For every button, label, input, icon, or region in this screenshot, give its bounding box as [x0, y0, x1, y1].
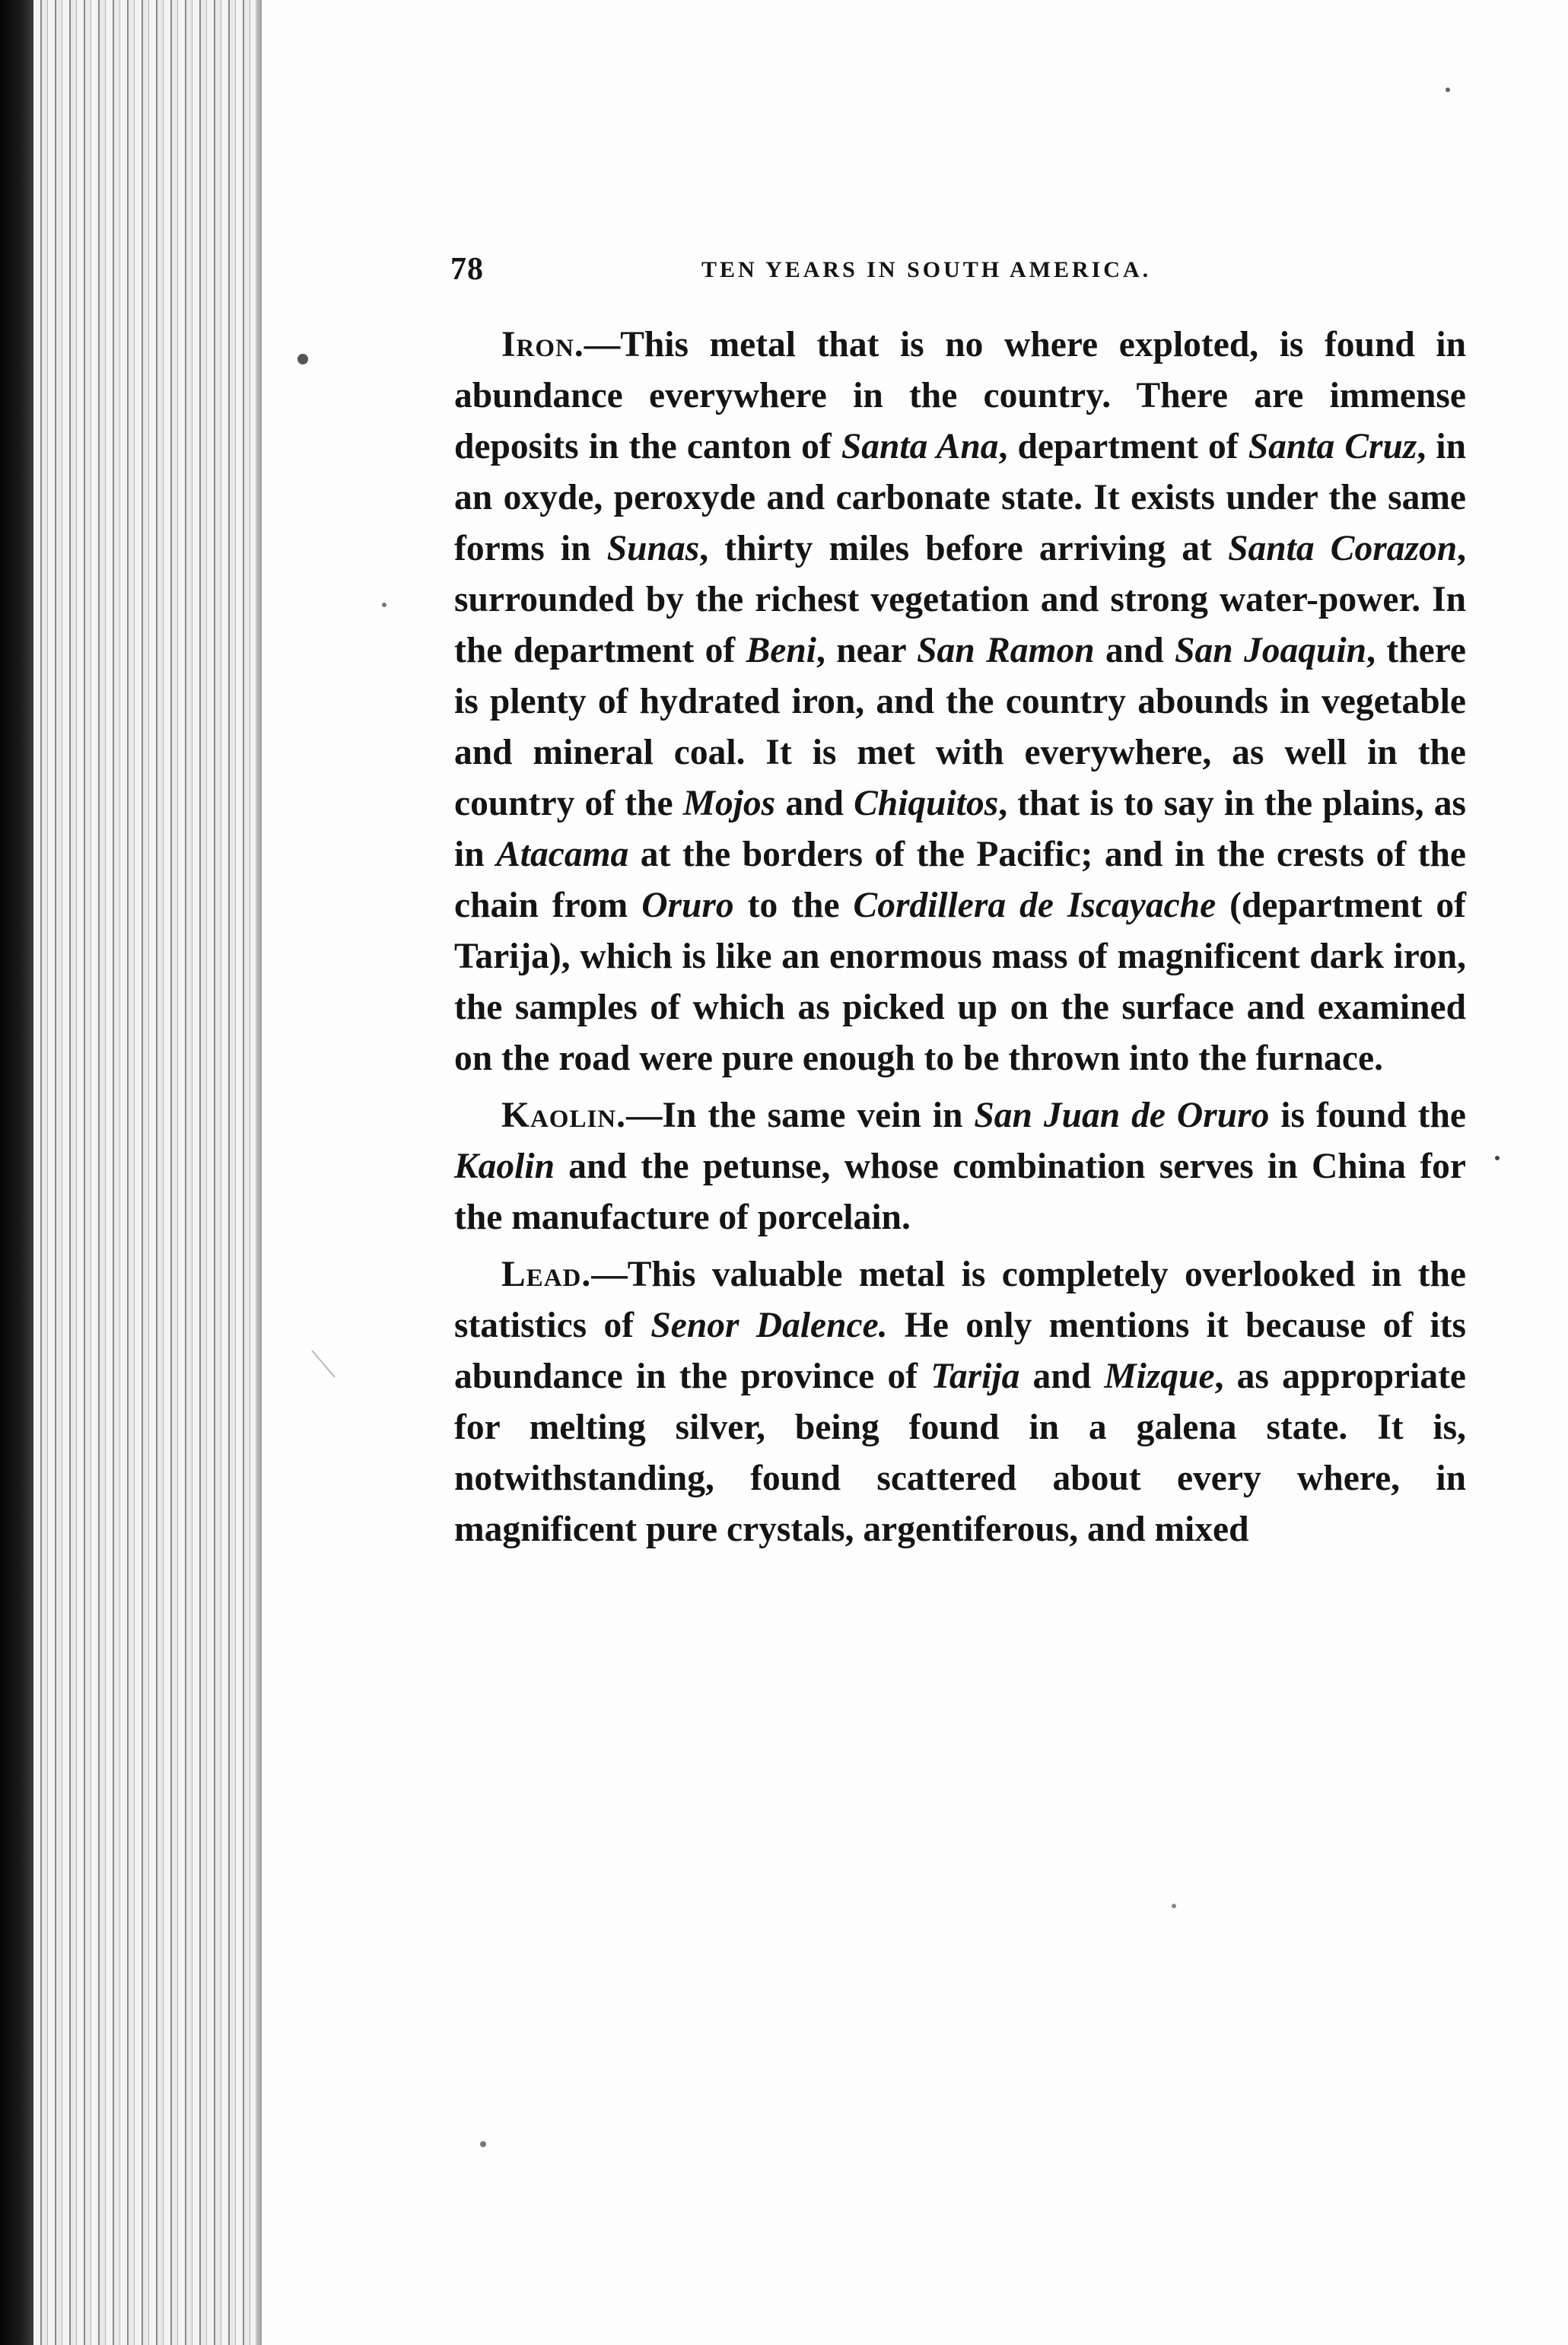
text-run: to the [733, 886, 854, 925]
italic-term: Cordillera de Iscayache [853, 886, 1217, 925]
italic-term: Sunas [606, 529, 700, 568]
text-run: , there is plenty of hydrated iron, and the country abounds in vegetable and mineral coal. It is met with everywhere, as well in the country of the [454, 631, 1466, 823]
italic-term: Santa Cruz [1248, 427, 1417, 466]
section-heading: Lead. [501, 1255, 592, 1294]
italic-term: Mizque [1104, 1357, 1215, 1396]
italic-term: Chiquitos [854, 784, 999, 823]
section-heading: Iron. [501, 325, 584, 364]
body-text [454, 320, 1466, 1561]
page-number: 78 [450, 252, 484, 287]
text-run: , surrounded by the richest vegetation and strong water-power. In the department of [454, 529, 1466, 670]
scanner-border [0, 0, 33, 2345]
text-run: is found the [1269, 1096, 1466, 1135]
italic-term: San Ramon [917, 631, 1095, 670]
text-run: , in an oxyde, peroxyde and carbonate state. It exists under the same forms in [454, 427, 1466, 568]
text-run: , that is to say in the plains, as in [454, 784, 1466, 874]
text-run: and [1019, 1357, 1105, 1396]
section-heading: Kaolin. [501, 1096, 627, 1135]
text-run: , as appropriate for melting silver, being found in a galena state. It is, notwithstanding, found scattered about every where, in magnificent pure crystals, argentiferous, and mixed [454, 1357, 1466, 1549]
text-run: and [1094, 631, 1175, 670]
text-run: —This valuable metal is completely overlooked in the statistics of [454, 1255, 1466, 1345]
italic-term: Tarija [930, 1357, 1020, 1396]
italic-term: Santa Corazon [1228, 529, 1458, 568]
text-run: and the petunse, whose combination serves in China for the manufacture of porcelain. [454, 1147, 1466, 1237]
italic-term: Atacama [496, 835, 629, 874]
text-run: He only mentions it because of its abundance in the province of [454, 1306, 1466, 1396]
text-run: , near [816, 631, 918, 670]
running-title: TEN YEARS IN SOUTH AMERICA. [701, 257, 1152, 282]
italic-term: Oruro [641, 886, 734, 925]
text-run: —This metal that is no where exploted, is found in abundance everywhere in the country. There are immense deposits in the canton of [454, 325, 1466, 466]
paragraph-lead [454, 1249, 1466, 1555]
paragraph-kaolin [454, 1090, 1466, 1243]
italic-term: Santa Ana [841, 427, 999, 466]
italic-term: Mojos [682, 784, 776, 823]
italic-term: Senor Dalence. [650, 1306, 888, 1345]
italic-term: Beni [746, 631, 816, 670]
paragraph-iron [454, 320, 1466, 1084]
text-run: at the borders of the Pacific; and in the crests of the chain from [454, 835, 1466, 925]
text-run: and [775, 784, 854, 823]
running-head [450, 251, 1211, 297]
italic-term: Kaolin [454, 1147, 555, 1186]
book-page-edges [33, 0, 262, 2345]
text-run: , thirty miles before arriving at [699, 529, 1229, 568]
italic-term: San Juan de Oruro [974, 1096, 1270, 1135]
text-run: —In the same vein in [626, 1096, 975, 1135]
text-run: (department of Tarija), which is like an enormous mass of magnificent dark iron, the samples of which as picked up on the surface and examined on the road were pure enough to be thrown into the furnace. [454, 886, 1466, 1078]
text-run: , department of [998, 427, 1248, 466]
italic-term: San Joaquin [1175, 631, 1367, 670]
